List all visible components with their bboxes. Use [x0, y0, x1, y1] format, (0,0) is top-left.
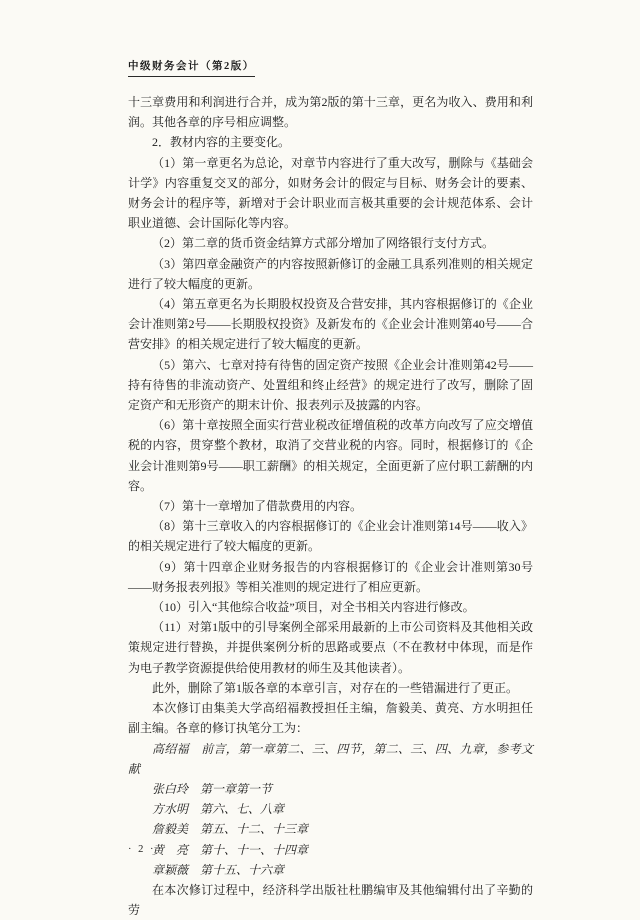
contributor-line: 方水明 第六、七、八章: [152, 802, 285, 817]
page-header: [128, 56, 533, 77]
contributor-line: 章颖薇 第十五、十六章: [152, 862, 285, 877]
paragraph-section-intro: 2．教材内容的主要变化。: [152, 135, 291, 150]
page-number: · 2 ·: [128, 844, 156, 855]
paragraph-item-1: （1）第一章更名为总论，对章节内容进行了重大改写，删除与《基础会计学》内容重复交叉的部分，如财务会计的假定与目标、财务会计的要素、财务会计的程序等，新增对于会计职业而言极其重要的会计规范体系、会计职业道德、会计国际化等内容。: [128, 155, 533, 231]
paragraph-closing: 在本次修订过程中，经济科学出版社杜鹏编审及其他编辑付出了辛勤的劳: [128, 882, 533, 918]
page-body: [128, 92, 533, 920]
paragraph-item-11: （11）对第1版中的引导案例全部采用最新的上市公司资料及其他相关政策规定进行替换，并提供案例分析的思路或要点（不在教材中体现，而是作为电子教学资源提供给使用教材的师生及其他读者）。: [128, 620, 533, 675]
running-head-title: 中级财务会计（第2版）: [128, 58, 255, 77]
paragraph-item-6: （6）第十章按照全面实行营业税改征增值税的改革方向改写了应交增值税的内容，贯穿整个教材，取消了交营业税的内容。同时，根据修订的《企业会计准则第9号——职工薪酬》的相关规定，全面更新了应付职工薪酬的内容。: [128, 418, 533, 493]
paragraph-item-5: （5）第六、七章对持有待售的固定资产按照《企业会计准则第42号——持有待售的非流动资产、处置组和终止经营》的规定进行了改写，删除了固定资产和无形资产的期末计价、报表列示及披露的内容。: [128, 357, 533, 413]
contributor-line: 詹毅美 第五、十二、十三章: [152, 822, 309, 837]
paragraph-continuation: 十三章费用和利润进行合并，成为第2版的第十三章，更名为收入、费用和利润。其他各章的序号相应调整。: [128, 95, 533, 130]
contributor-line: 高绍福 前言，第一章第二、三、四节，第二、三、四、九章，参考文献: [128, 741, 533, 776]
paragraph-item-4: （4）第五章更名为长期股权投资及合营安排，其内容根据修订的《企业会计准则第2号——长期股权投资》及新发布的《企业会计准则第40号——合营安排》的相关规定进行了较大幅度的更新。: [128, 297, 533, 352]
contributor-line: 张白玲 第一章第一节: [152, 781, 273, 796]
paragraph-item-8: （8）第十三章收入的内容根据修订的《企业会计准则第14号——收入》的相关规定进行了较大幅度的更新。: [128, 519, 533, 554]
paragraph-additional-note: 此外，删除了第1版各章的本章引言，对存在的一些错漏进行了更正。: [152, 680, 519, 695]
paragraph-item-9: （9）第十四章企业财务报告的内容根据修订的《企业会计准则第30号——财务报表列报》等相关准则的规定进行了相应更新。: [128, 559, 533, 594]
paragraph-editors-intro: 本次修订由集美大学高绍福教授担任主编，詹毅美、黄亮、方水明担任副主编。各章的修订执笔分工为：: [128, 701, 533, 736]
paragraph-item-2: （2）第二章的货币资金结算方式部分增加了网络银行支付方式。: [152, 236, 495, 251]
contributor-line: 黄 亮 第十、十一、十四章: [152, 842, 309, 857]
paragraph-item-10: （10）引入“其他综合收益”项目，对全书相关内容进行修改。: [152, 600, 475, 615]
paragraph-item-7: （7）第十一章增加了借款费用的内容。: [152, 499, 363, 514]
paragraph-item-3: （3）第四章金融资产的内容按照新修订的金融工具系列准则的相关规定进行了较大幅度的更新。: [128, 256, 533, 291]
